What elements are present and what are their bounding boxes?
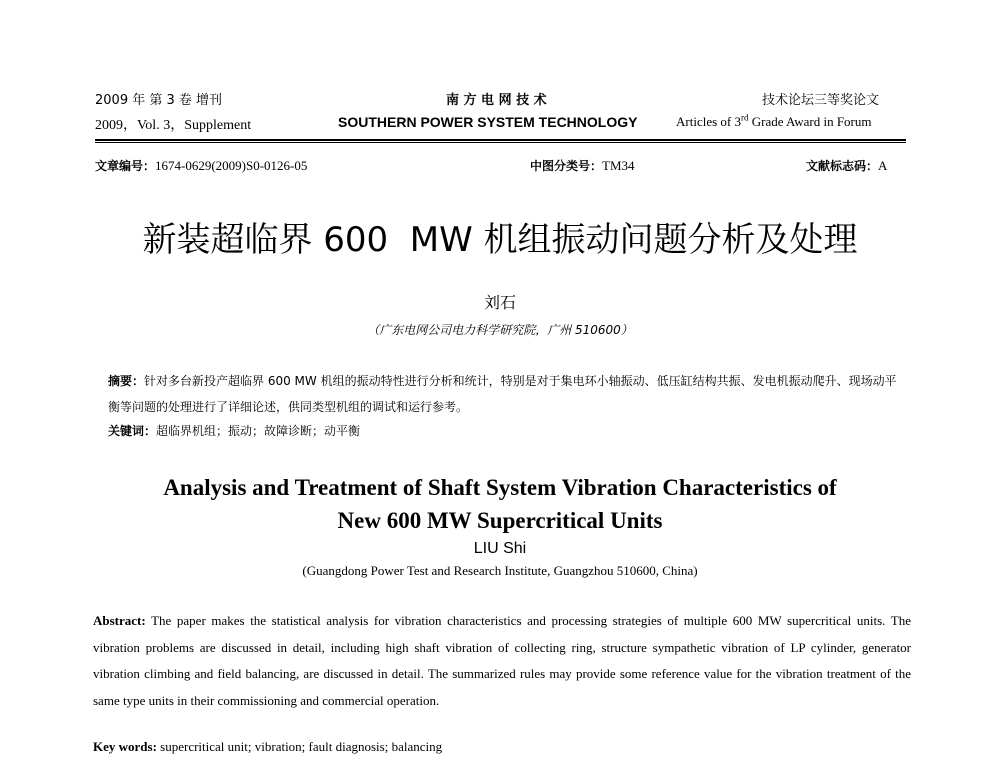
journal-name-cn: 南 方 电 网 技 术 (446, 93, 547, 108)
keywords-cn: 关键词：超临界机组；振动；故障诊断；动平衡 (108, 424, 361, 438)
header-issue-cn: 2009 年 第 3 卷 增刊 (95, 93, 223, 108)
header-award-cn: 技术论坛三等奖论文 (762, 93, 880, 108)
journal-name-en: SOUTHERN POWER SYSTEM TECHNOLOGY (338, 114, 638, 130)
affiliation-en: (Guangdong Power Test and Research Institute, Guangzhou 510600, China) (302, 563, 698, 578)
header-rule-thin (95, 142, 906, 143)
abstract-en: Abstract: The paper makes the statistical analysis for vibration characteristics and processing strategies of multiple 600 MW supercritical units. The vibration problems are discussed in detail, including high shaft vibration of collecting ring, structure sympathetic vibration of LP cylinder, generator vibration climbing and field balancing, are discussed in detail. The summarized rules may provide some reference value for the vibration treatment of the same type units in their commissioning and commercial operation. (93, 613, 912, 708)
page-title-en-line2: New 600 MW Supercritical Units (337, 508, 663, 533)
header-award-en: Articles of 3rd Grade Award in Forum (676, 112, 872, 129)
classification-number: 中图分类号：TM34 (530, 158, 635, 173)
article-number: 文章编号：1674-0629(2009)S0-0126-05 (95, 158, 308, 173)
header-rule-thick (95, 139, 906, 141)
page-title-cn: 新装超临界 600 MW 机组振动问题分析及处理 (142, 220, 858, 260)
abstract-cn: 摘要：针对多台新投产超临界 600 MW 机组的振动特性进行分析和统计，特别是对于集电环小轴振动、低压缸结构共振、发电机振动爬升、现场动平衡等问题的处理进行了详细论述，供同类型机组的调试和运行参考。 (108, 374, 897, 414)
affiliation-cn: （广东电网公司电力科学研究院，广州 510600） (367, 323, 633, 337)
page-title-en-line1: Analysis and Treatment of Shaft System Vibration Characteristics of (163, 475, 837, 500)
document-code: 文献标志码：A (806, 158, 888, 173)
author-en: LIU Shi (473, 540, 527, 557)
header-issue-en: 2009，Vol. 3，Supplement (95, 118, 252, 133)
keywords-en: Key words: supercritical unit; vibration; fault diagnosis; balancing (93, 739, 443, 754)
author-cn: 刘石 (483, 293, 516, 312)
